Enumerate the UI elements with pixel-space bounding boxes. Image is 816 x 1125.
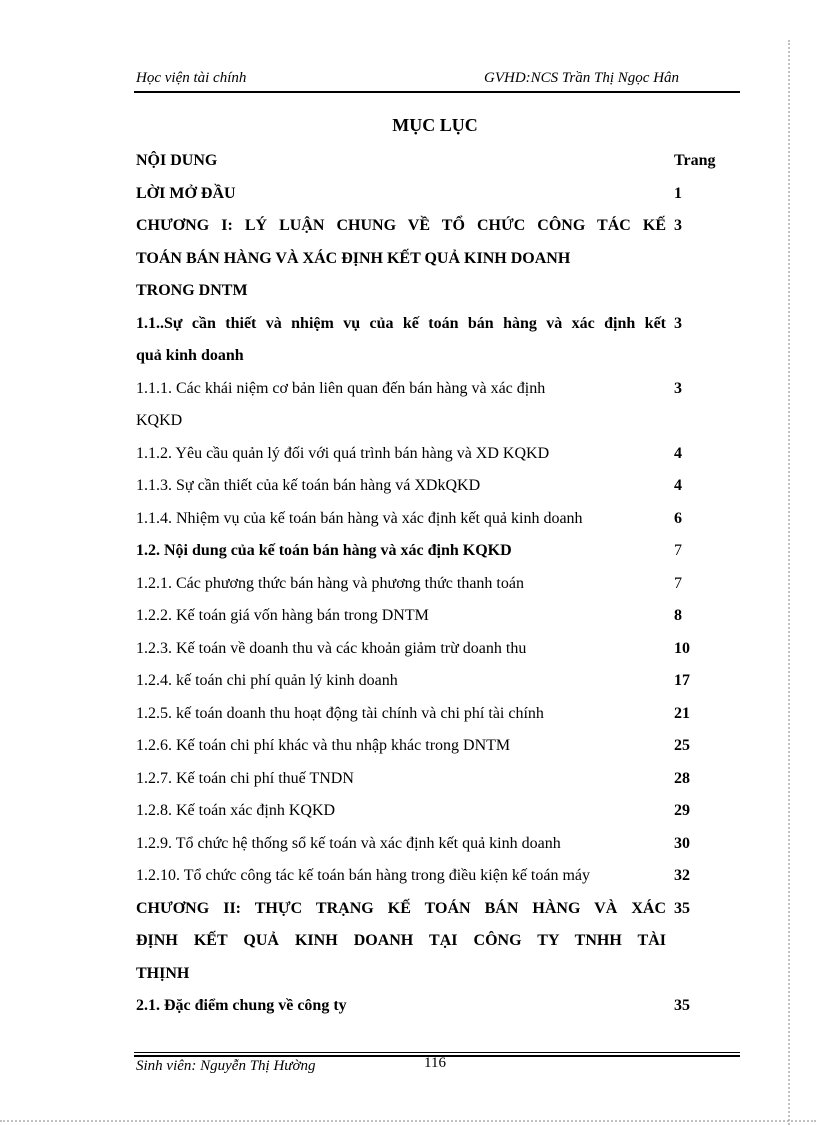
toc-entry-text: LỜI MỞ ĐẦU: [136, 184, 236, 202]
page-header: [136, 70, 740, 90]
toc-col-content: NỘI DUNG: [136, 152, 218, 169]
toc-col-page: Trang: [674, 152, 716, 169]
toc-entry-text: 1.2.5. kế toán doanh thu hoạt động tài chính và chi phí tài chính: [136, 704, 544, 722]
page-title: MỤC LỤC: [392, 115, 478, 135]
toc-entry-page: 30: [674, 834, 690, 852]
footer-student: Sinh viên: Nguyễn Thị Hường: [136, 1058, 316, 1074]
header-supervisor: GVHD:NCS Trần Thị Ngọc Hân: [484, 70, 680, 86]
toc-entry-page: 3: [674, 217, 682, 234]
toc-entry-text: 1.2.1. Các phương thức bán hàng và phương thức thanh toán: [136, 574, 524, 592]
toc-entry-text: CHƯƠNG II: THỰC TRẠNG KẾ TOÁN BÁN HÀNG VÀ XÁC: [136, 899, 666, 917]
toc-entry-text: 1.1.2. Yêu cầu quản lý đối với quá trình bán hàng và XD KQKD: [136, 444, 550, 462]
header-institution: Học viện tài chính: [136, 70, 247, 86]
toc-entry-text: 1.1.3. Sự cần thiết của kế toán bán hàng vá XDkQKD: [136, 477, 481, 494]
toc-entry-text: CHƯƠNG I: LÝ LUẬN CHUNG VỀ TỔ CHỨC CÔNG TÁC KẾ: [136, 217, 666, 234]
toc-entry-page: 7: [674, 574, 682, 592]
footer-rule: [134, 1052, 740, 1053]
toc-entry-text: 1.2. Nội dung của kế toán bán hàng và xác định KQKD: [136, 542, 512, 559]
toc-entry-page: 28: [674, 769, 690, 787]
toc-entry-text: quả kinh doanh: [136, 347, 244, 364]
toc-entry-page: 1: [674, 184, 682, 202]
toc-entry-page: 3: [674, 314, 682, 332]
toc-entry-page: 32: [674, 867, 690, 884]
toc-entry-text: 1.2.2. Kế toán giá vốn hàng bán trong DNTM: [136, 607, 429, 624]
toc-entry-text: 1.2.9. Tổ chức hệ thống sổ kế toán và xác định kết quả kinh doanh: [136, 834, 561, 852]
toc-entry-text: TRONG DNTM: [136, 282, 248, 299]
toc-entry-text: 2.1. Đặc điểm chung về công ty: [136, 997, 347, 1014]
toc-entry-text: 1.2.10. Tổ chức công tác kế toán bán hàng trong điều kiện kế toán máy: [136, 867, 591, 884]
toc-entry-text: 1.2.4. kế toán chi phí quản lý kinh doanh: [136, 672, 398, 689]
toc-entry-text: THỊNH: [136, 964, 190, 982]
toc-entry-page: 3: [674, 379, 682, 397]
toc-entry-text: 1.1.4. Nhiệm vụ của kế toán bán hàng và xác định kết quả kinh doanh: [136, 509, 583, 527]
page-edge-dotted-vertical: [788, 40, 790, 1125]
header-rule: [134, 91, 740, 93]
toc-entry-page: 25: [674, 737, 690, 754]
page-edge-dotted-horizontal: [0, 1120, 816, 1122]
toc-entry-text: TOÁN BÁN HÀNG VÀ XÁC ĐỊNH KẾT QUẢ KINH DOANH: [136, 249, 571, 267]
toc-entry-page: 21: [674, 704, 690, 722]
toc-entry-text: ĐỊNH KẾT QUẢ KINH DOANH TẠI CÔNG TY TNHH TÀI: [136, 932, 666, 949]
toc-entry-text: 1.2.7. Kế toán chi phí thuế TNDN: [136, 769, 354, 787]
toc-entry-page: 10: [674, 639, 690, 657]
toc-entry-text: 1.2.8. Kế toán xác định KQKD: [136, 802, 336, 819]
toc-entry-text: 1.2.3. Kế toán về doanh thu và các khoản giảm trừ doanh thu: [136, 639, 527, 657]
toc-entry-text: 1.1..Sự cần thiết và nhiệm vụ của kế toán bán hàng và xác định kết: [136, 314, 666, 332]
toc-entry-page: 29: [674, 802, 690, 819]
toc-entry-page: 35: [674, 997, 690, 1014]
toc-entry-page: 35: [674, 899, 690, 917]
toc-entry-page: 17: [674, 672, 690, 689]
footer-page-number: 116: [424, 1055, 446, 1071]
toc-entry-page: 7: [674, 542, 682, 559]
toc-entry-page: 6: [674, 509, 682, 527]
toc-entry-text: 1.2.6. Kế toán chi phí khác và thu nhập khác trong DNTM: [136, 737, 511, 754]
toc-entry-text: 1.1.1. Các khái niệm cơ bản liên quan đến bán hàng và xác định: [136, 379, 546, 397]
toc-entry-text: KQKD: [136, 412, 183, 429]
toc-entry-page: 4: [674, 477, 682, 494]
toc-entry-page: 4: [674, 444, 682, 462]
toc-entry-page: 8: [674, 607, 682, 624]
